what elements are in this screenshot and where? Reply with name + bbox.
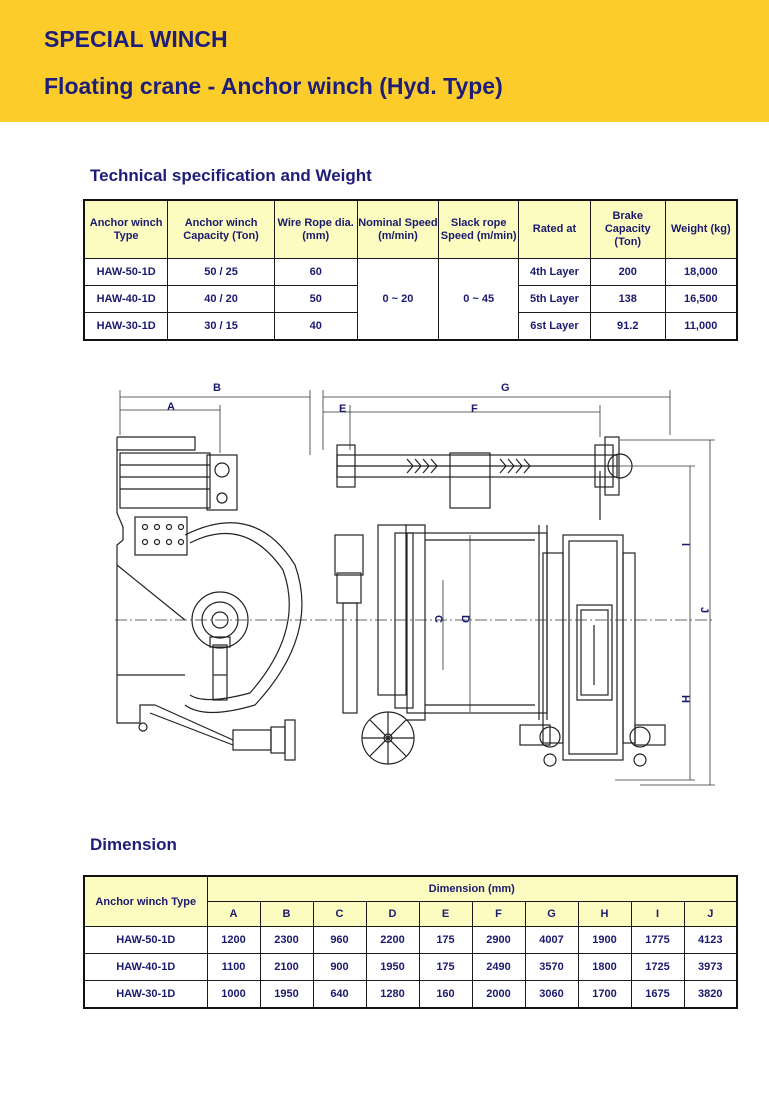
table-row [84, 259, 737, 286]
cell-weight: 16,500 [665, 286, 737, 313]
dim-label-e: E [339, 403, 347, 415]
col-header: A [207, 902, 260, 927]
cell-value: 1950 [366, 954, 419, 981]
cell-value: 175 [419, 927, 472, 954]
cell-type: HAW-50-1D [84, 927, 207, 954]
cell-capacity: 40 / 20 [168, 286, 275, 313]
cell-value: 3060 [525, 981, 578, 1009]
dim-label-c: C [432, 615, 444, 623]
col-header: F [472, 902, 525, 927]
cell-value: 3570 [525, 954, 578, 981]
cell-weight: 18,000 [665, 259, 737, 286]
dim-label-h: H [679, 695, 691, 703]
col-header: G [525, 902, 578, 927]
cell-brake: 200 [590, 259, 665, 286]
col-header: H [578, 902, 631, 927]
cell-brake: 91.2 [590, 313, 665, 341]
cell-brake: 138 [590, 286, 665, 313]
cell-value: 1950 [260, 981, 313, 1009]
cell-value: 4123 [684, 927, 737, 954]
table-row [84, 954, 737, 981]
cell-value: 1100 [207, 954, 260, 981]
cell-nominal-speed: 0 ~ 20 [357, 259, 439, 341]
cell-value: 640 [313, 981, 366, 1009]
cell-capacity: 30 / 15 [168, 313, 275, 341]
cell-value: 2490 [472, 954, 525, 981]
dimension-heading: Dimension [90, 835, 177, 854]
col-header: Weight (kg) [665, 200, 737, 259]
dim-header-row [84, 876, 737, 902]
cell-rated: 5th Layer [519, 286, 591, 313]
col-header: I [631, 902, 684, 927]
col-header: J [684, 902, 737, 927]
table-row [84, 981, 737, 1009]
cell-capacity: 50 / 25 [168, 259, 275, 286]
cell-value: 160 [419, 981, 472, 1009]
dim-label-f: F [471, 403, 478, 415]
col-header: E [419, 902, 472, 927]
cell-value: 1800 [578, 954, 631, 981]
cell-value: 2000 [472, 981, 525, 1009]
col-header: Brake Capacity (Ton) [590, 200, 665, 259]
col-header: Slack rope Speed (m/min) [439, 200, 519, 259]
type-header: Anchor winch Type [84, 876, 207, 927]
cell-value: 3973 [684, 954, 737, 981]
cell-type: HAW-50-1D [84, 259, 168, 286]
dim-label-g: G [501, 382, 510, 394]
col-header: Wire Rope dia. (mm) [274, 200, 357, 259]
cell-value: 1200 [207, 927, 260, 954]
cell-value: 2100 [260, 954, 313, 981]
col-header: C [313, 902, 366, 927]
col-header: B [260, 902, 313, 927]
cell-rope: 50 [274, 286, 357, 313]
cell-value: 2200 [366, 927, 419, 954]
col-header: Anchor winch Type [84, 200, 168, 259]
cell-value: 1900 [578, 927, 631, 954]
cell-rope: 40 [274, 313, 357, 341]
cell-rated: 4th Layer [519, 259, 591, 286]
cell-slack-speed: 0 ~ 45 [439, 259, 519, 341]
cell-type: HAW-40-1D [84, 286, 168, 313]
cell-value: 1700 [578, 981, 631, 1009]
page-subtitle: Floating crane - Anchor winch (Hyd. Type) [44, 73, 503, 99]
cell-value: 1775 [631, 927, 684, 954]
col-header: Rated at [519, 200, 591, 259]
winch-drawing [95, 375, 735, 795]
dim-label-a: A [167, 401, 175, 413]
cell-value: 2900 [472, 927, 525, 954]
cell-weight: 11,000 [665, 313, 737, 341]
col-header: Nominal Speed (m/min) [357, 200, 439, 259]
dim-label-j: J [698, 607, 710, 614]
cell-value: 3820 [684, 981, 737, 1009]
cell-value: 1280 [366, 981, 419, 1009]
col-header: D [366, 902, 419, 927]
dim-label-b: B [213, 382, 221, 394]
cell-rope: 60 [274, 259, 357, 286]
cell-value: 1675 [631, 981, 684, 1009]
cell-value: 1725 [631, 954, 684, 981]
cell-value: 175 [419, 954, 472, 981]
spec-header-row [84, 200, 737, 259]
dim-label-i: I [679, 543, 691, 547]
cell-type: HAW-30-1D [84, 313, 168, 341]
cell-rated: 6st Layer [519, 313, 591, 341]
page-title: SPECIAL WINCH [44, 26, 228, 52]
cell-value: 4007 [525, 927, 578, 954]
table-row [84, 927, 737, 954]
header-banner [0, 0, 769, 122]
cell-value: 960 [313, 927, 366, 954]
col-header: Anchor winch Capacity (Ton) [168, 200, 275, 259]
dimension-group-header: Dimension (mm) [207, 876, 737, 902]
dim-label-d: D [459, 615, 471, 623]
dimension-table [83, 875, 738, 1009]
spec-table [83, 199, 738, 341]
cell-type: HAW-40-1D [84, 954, 207, 981]
cell-value: 900 [313, 954, 366, 981]
cell-type: HAW-30-1D [84, 981, 207, 1009]
spec-heading: Technical specification and Weight [90, 166, 372, 185]
cell-value: 1000 [207, 981, 260, 1009]
cell-value: 2300 [260, 927, 313, 954]
